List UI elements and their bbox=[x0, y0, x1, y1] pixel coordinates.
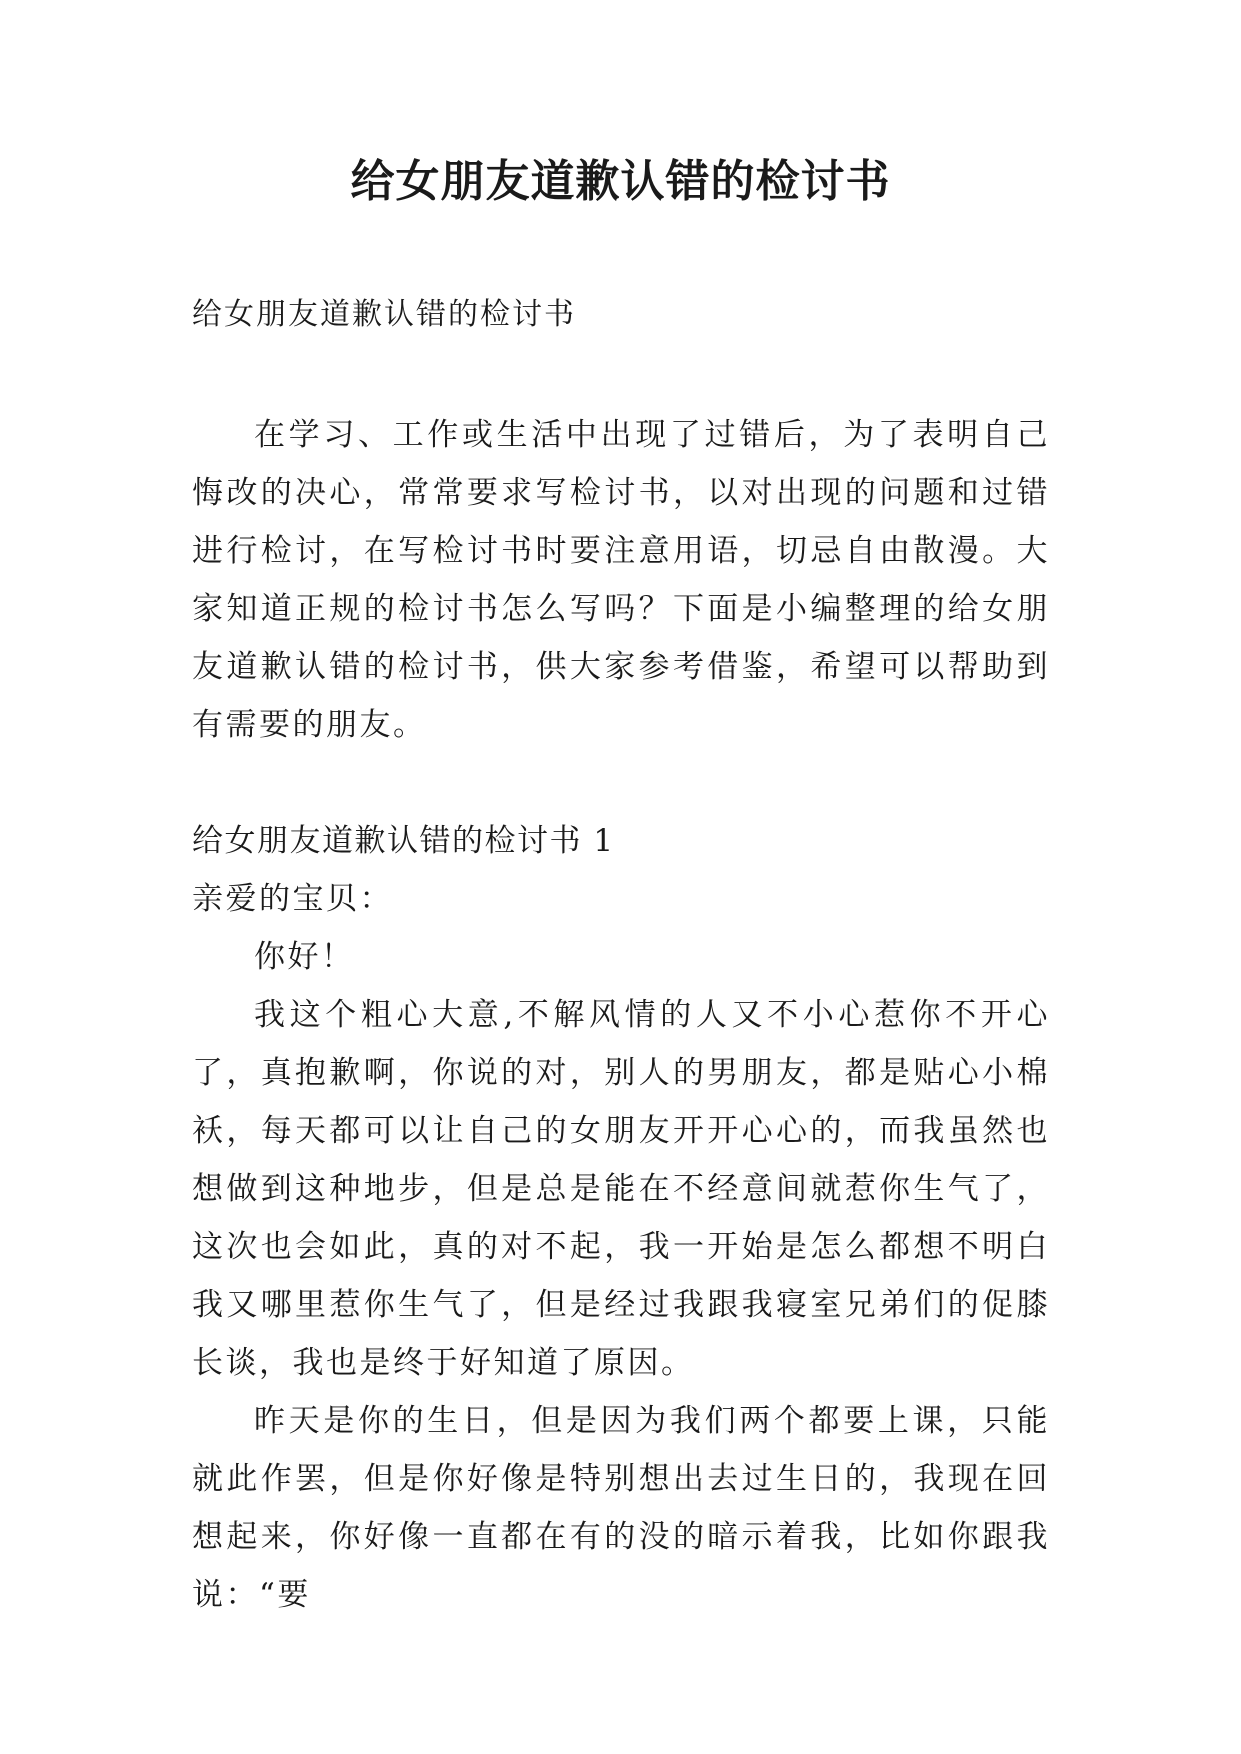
greeting: 你好！ bbox=[254, 939, 355, 975]
salutation: 亲爱的宝贝： bbox=[192, 881, 393, 917]
document-title: 给女朋友道歉认错的检讨书 bbox=[350, 156, 891, 207]
document-subtitle: 给女朋友道歉认错的检讨书 bbox=[192, 297, 576, 332]
document-body bbox=[192, 406, 1050, 1624]
body-paragraph-2: 昨天是你的生日，但是因为我们两个都要上课，只能就此作罢，但是你好像是特别想出去过生日的，我现在回想起来，你好像一直都在有的没的暗示着我，比如你跟我说：“要 bbox=[192, 1403, 1050, 1613]
body-paragraph-1: 我这个粗心大意,不解风情的人又不小心惹你不开心了，真抱歉啊，你说的对，别人的男朋友，都是贴心小棉袄，每天都可以让自己的女朋友开开心心的，而我虽然也想做到这种地步，但是总是能在不经意间就惹你生气了，这次也会如此，真的对不起，我一开始是怎么都想不明白我又哪里惹你生气了，但是经过我跟我寝室兄弟们的促膝长谈，我也是终于好知道了原因。 bbox=[192, 997, 1050, 1381]
intro-paragraph: 在学习、工作或生活中出现了过错后，为了表明自己悔改的决心，常常要求写检讨书，以对出现的问题和过错进行检讨，在写检讨书时要注意用语，切忌自由散漫。大家知道正规的检讨书怎么写吗？下面是小编整理的给女朋友道歉认错的检讨书，供大家参考借鉴，希望可以帮助到有需要的朋友。 bbox=[192, 417, 1050, 743]
section-heading: 给女朋友道歉认错的检讨书 1 bbox=[192, 823, 615, 859]
paragraph-gap bbox=[192, 754, 1050, 812]
